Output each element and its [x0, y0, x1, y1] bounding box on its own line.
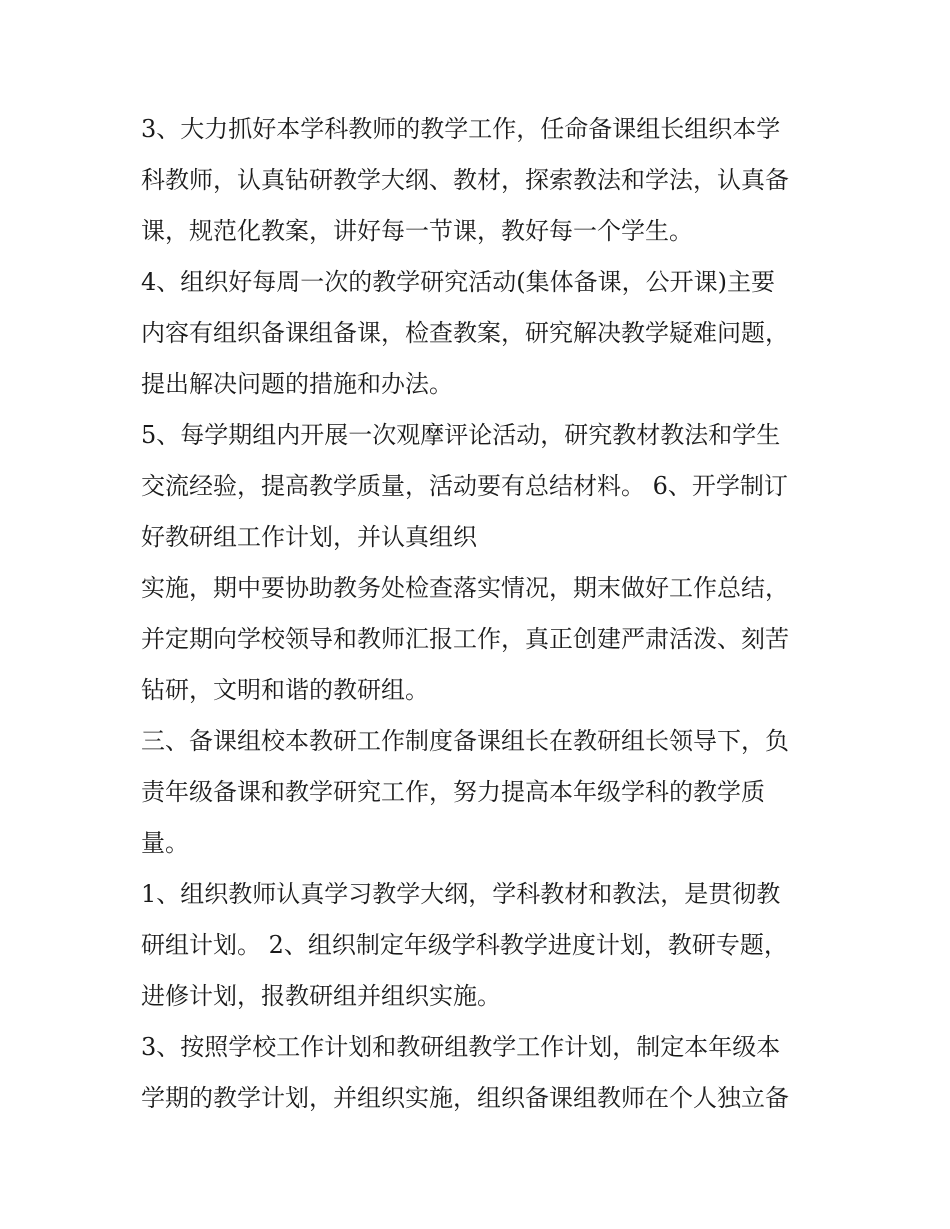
document-body	[141, 104, 821, 1124]
text-line: 1、组织教师认真学习教学大纲，学科教材和教法，是贯彻教	[141, 880, 781, 908]
text-line: 并定期向学校领导和教师汇报工作，真正创建严肃活泼、刻苦	[141, 625, 789, 653]
text-line: 3、按照学校工作计划和教研组教学工作计划，制定本年级本	[141, 1033, 781, 1061]
text-line: 钻研，文明和谐的教研组。	[141, 676, 429, 704]
text-line: 课，规范化教案，讲好每一节课，教好每一个学生。	[141, 217, 693, 245]
text-line: 责年级备课和教学研究工作，努力提高本年级学科的教学质	[141, 778, 765, 806]
text-line: 实施，期中要协助教务处检查落实情况，期末做好工作总结，	[141, 574, 789, 602]
text-line: 量。	[141, 829, 189, 857]
text-line: 科教师，认真钻研教学大纲、教材，探索教法和学法，认真备	[141, 166, 789, 194]
text-line: 提出解决问题的措施和办法。	[141, 370, 453, 398]
text-line: 3、大力抓好本学科教师的教学工作，任命备课组长组织本学	[141, 115, 781, 143]
text-line: 研组计划。 2、组织制定年级学科教学进度计划，教研专题，	[141, 931, 788, 959]
text-line: 进修计划，报教研组并组织实施。	[141, 982, 501, 1010]
text-line: 学期的教学计划，并组织实施，组织备课组教师在个人独立备	[141, 1084, 789, 1112]
text-line: 交流经验，提高教学质量，活动要有总结材料。 6、开学制订	[141, 472, 788, 500]
text-line: 三、备课组校本教研工作制度备课组长在教研组长领导下，负	[141, 727, 789, 755]
text-line: 内容有组织备课组备课，检查教案，研究解决教学疑难问题，	[141, 319, 789, 347]
text-line: 5、每学期组内开展一次观摩评论活动，研究教材教法和学生	[141, 421, 781, 449]
text-line: 4、组织好每周一次的教学研究活动(集体备课，公开课)主要	[141, 268, 775, 296]
text-line: 好教研组工作计划，并认真组织	[141, 523, 477, 551]
